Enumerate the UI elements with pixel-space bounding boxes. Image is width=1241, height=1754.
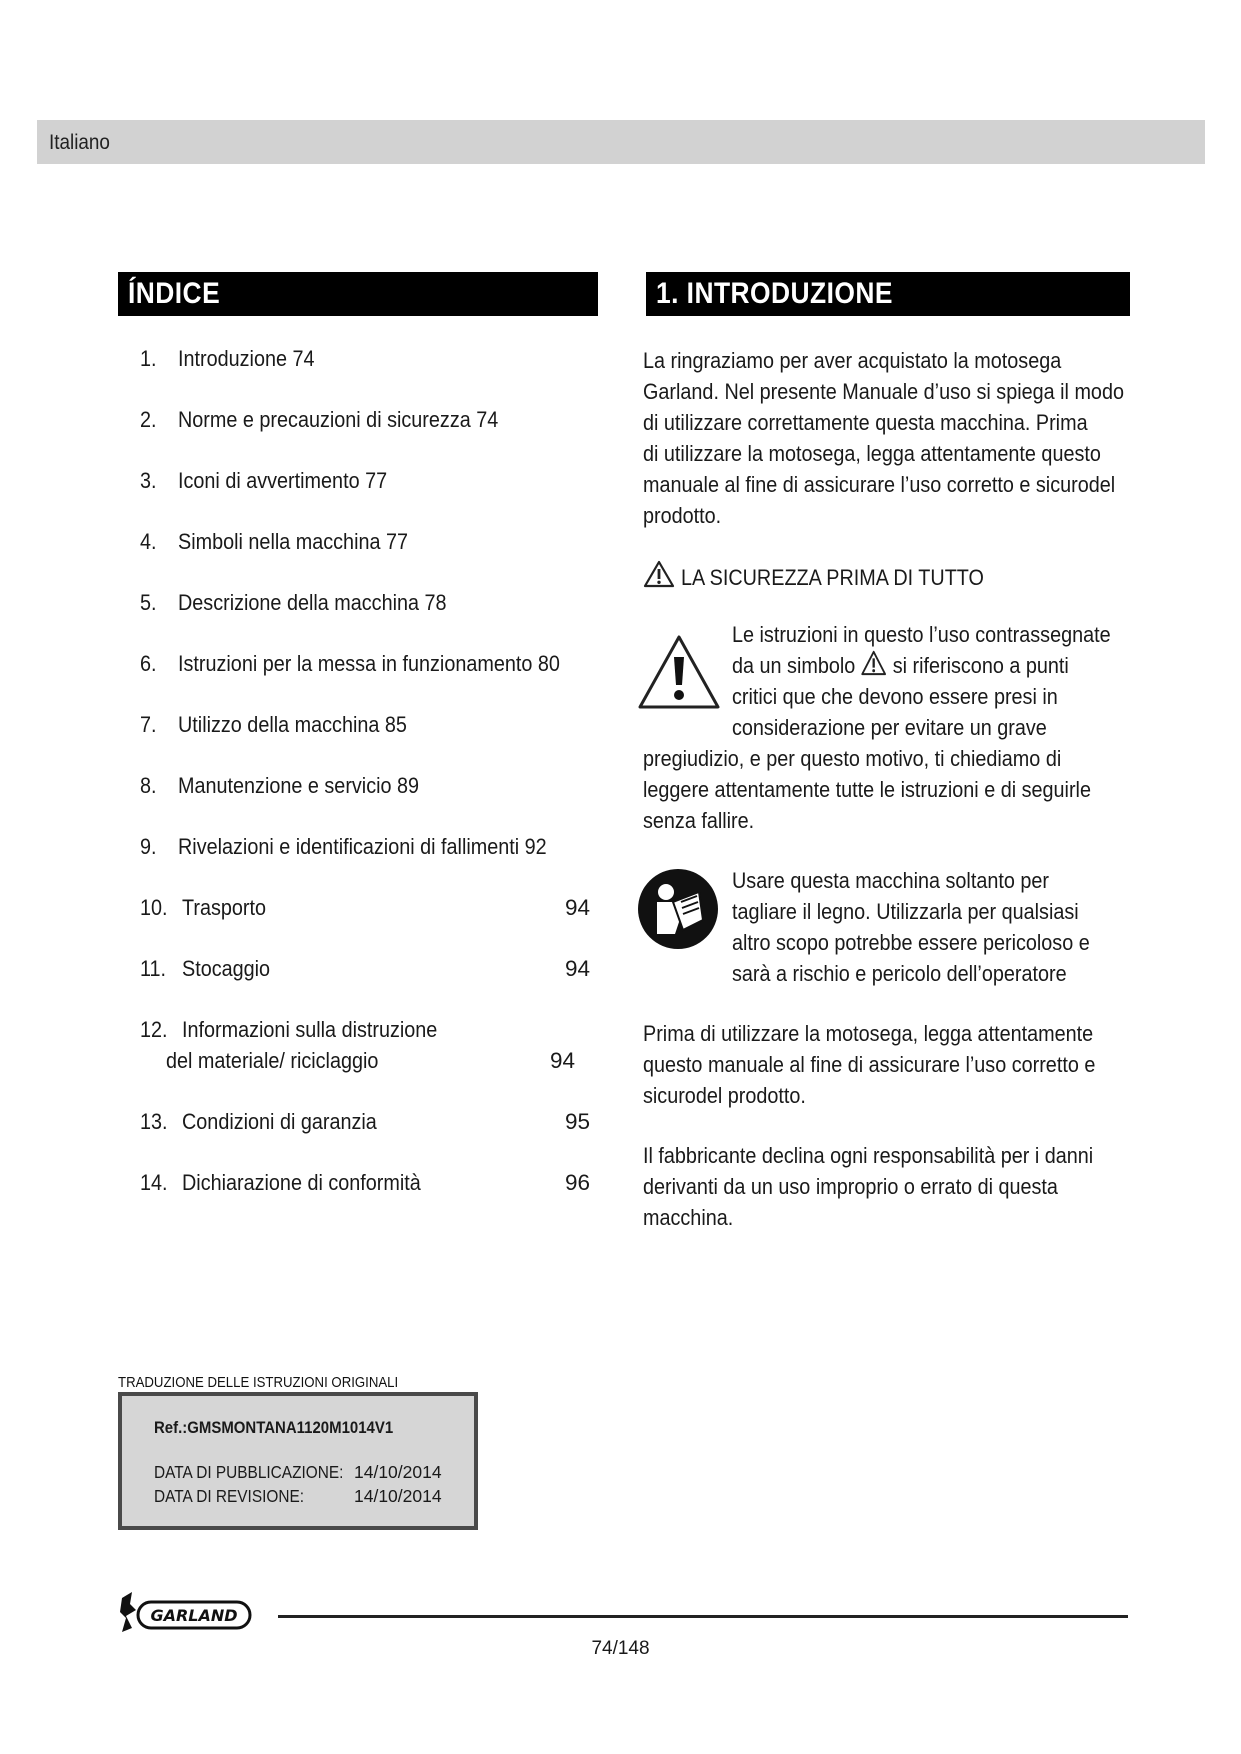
- indice-heading: ÍNDICE: [118, 272, 598, 316]
- language-bar: [37, 120, 1205, 164]
- reference-code: Ref.:GMSMONTANA1120M1014V1: [154, 1418, 394, 1437]
- warning-text: Le istruzioni in questo l’uso contrassegnate da un simbolo si riferiscono a punti critici que che devono essere presi in considerazione per evitare un grave: [732, 622, 1111, 740]
- read-manual-icon: [637, 868, 719, 950]
- safety-heading: LA SICUREZZA PRIMA DI TUTTO: [643, 560, 1143, 593]
- warning-triangle-icon: [861, 650, 887, 676]
- warning-triangle-large-icon: [636, 633, 722, 711]
- svg-text:GARLAND: GARLAND: [150, 1606, 238, 1625]
- warning-text-continued: pregiudizio, e per questo motivo, ti chiediamo di leggere attentamente tutte le istruzioni e di seguirle senza fallire.: [643, 746, 1091, 833]
- intro-paragraph-3: Il fabbricante declina ogni responsabilità per i danni derivanti da un uso improprio o errato di questa macchina.: [643, 1143, 1094, 1230]
- language-label: Italiano: [49, 131, 110, 154]
- reference-box: Ref.:GMSMONTANA1120M1014V1 DATA DI PUBBLICAZIONE: 14/10/2014 DATA DI REVISIONE: 14/10/2014: [118, 1392, 478, 1530]
- intro-paragraph-2: Prima di utilizzare la motosega, legga attentamente questo manuale al fine di assicurare l’uso corretto e sicurodel prodotto.: [643, 1021, 1096, 1108]
- footer-rule: [278, 1615, 1128, 1618]
- intro-paragraph: La ringraziamo per aver acquistato la motosega Garland. Nel presente Manuale d’uso si spiega il modo di utilizzare correttamente questa macchina. Prima di utilizzare la motosega, legga attentamente questo manuale al fine di assicurare l’uso corretto e sicurodel prodotto.: [643, 348, 1124, 528]
- manual-usage-text: Usare questa macchina soltanto per tagliare il legno. Utilizzarla per qualsiasi altro scopo potrebbe essere pericoloso e sarà a rischio e pericolo dell’operatore: [732, 868, 1090, 986]
- warning-triangle-icon: [643, 560, 675, 588]
- introduzione-heading: 1. INTRODUZIONE: [646, 272, 1130, 316]
- page-number: 74/148: [591, 1638, 650, 1659]
- translation-caption: TRADUZIONE DELLE ISTRUZIONI ORIGINALI: [118, 1374, 399, 1391]
- garland-logo: [118, 1588, 258, 1638]
